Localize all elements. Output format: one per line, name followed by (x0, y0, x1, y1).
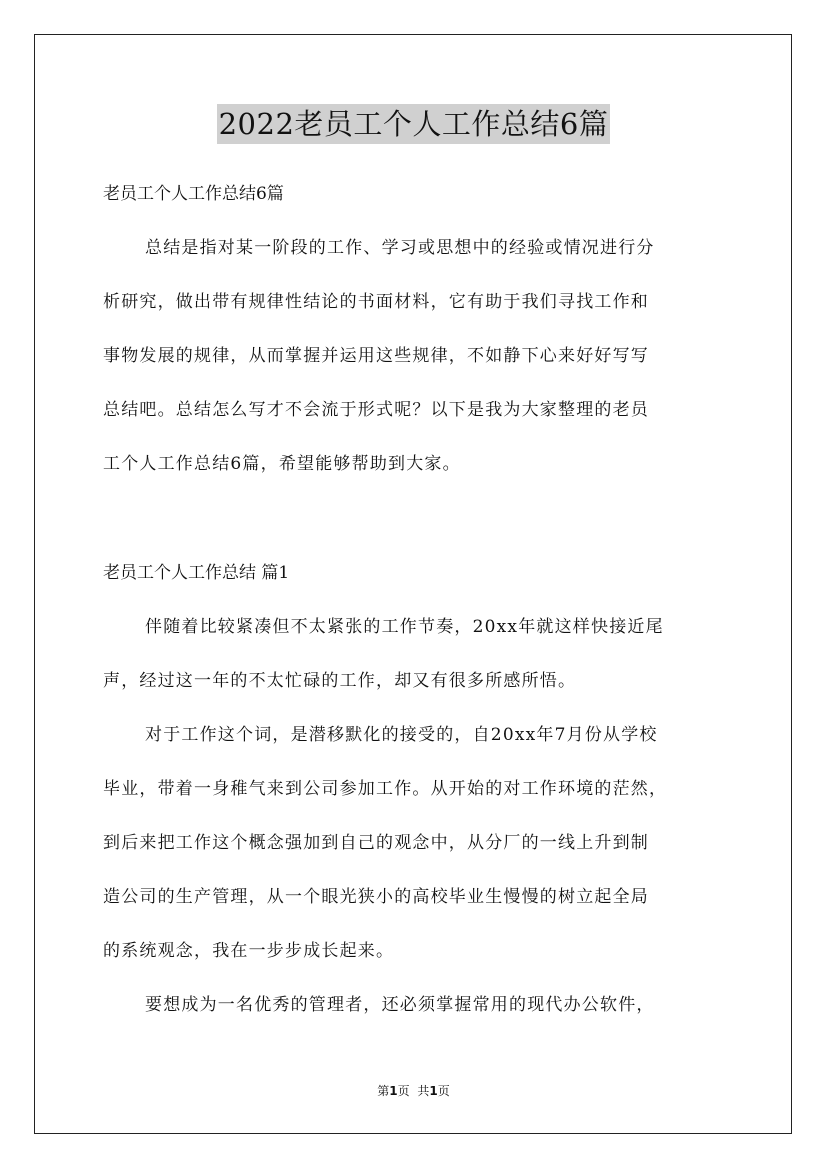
section1-para1-line-1: 伴随着比较紧凑但不太紧张的工作节奏，20xx年就这样快接近尾 (145, 617, 664, 637)
intro-heading: 老员工个人工作总结6篇 (103, 184, 284, 204)
section1-para3-line-1: 要想成为一名优秀的管理者，还必须掌握常用的现代办公软件， (145, 995, 655, 1015)
page-prefix: 第 (377, 1084, 390, 1098)
section1-para2-line-1: 对于工作这个词，是潜移默化的接受的，自20xx年7月份从学校 (145, 725, 658, 745)
intro-line-4: 总结吧。总结怎么写才不会流于形式呢？以下是我为大家整理的老员 (103, 400, 649, 420)
intro-line-1: 总结是指对某一阶段的工作、学习或思想中的经验或情况进行分 (145, 238, 655, 258)
section1-para2-line-4: 造公司的生产管理，从一个眼光狭小的高校毕业生慢慢的树立起全局 (103, 887, 649, 907)
intro-line-5: 工个人工作总结6篇，希望能够帮助到大家。 (103, 454, 461, 474)
section1-para1-line-2: 声，经过这一年的不太忙碌的工作，却又有很多所感所悟。 (103, 671, 577, 691)
section1-para2-line-2: 毕业，带着一身稚气来到公司参加工作。从开始的对工作环境的茫然， (103, 779, 668, 799)
intro-line-2: 析研究，做出带有规律性结论的书面材料，它有助于我们寻找工作和 (103, 292, 649, 312)
document-title-text: 2022老员工个人工作总结6篇 (217, 104, 611, 144)
section1-para2-line-3: 到后来把工作这个概念强加到自己的观念中，从分厂的一线上升到制 (103, 833, 649, 853)
page-footer (0, 1083, 827, 1099)
total-suffix: 页 (437, 1084, 450, 1098)
page-suffix: 页 (397, 1084, 410, 1098)
document-title (0, 104, 827, 144)
total-pages: 1 (429, 1084, 438, 1098)
page-number: 1 (389, 1084, 398, 1098)
intro-line-3: 事物发展的规律，从而掌握并运用这些规律，不如静下心来好好写写 (103, 346, 649, 366)
section1-para2-line-5: 的系统观念，我在一步步成长起来。 (103, 941, 395, 961)
total-prefix: 共 (417, 1084, 430, 1098)
section1-heading: 老员工个人工作总结 篇1 (103, 563, 290, 583)
